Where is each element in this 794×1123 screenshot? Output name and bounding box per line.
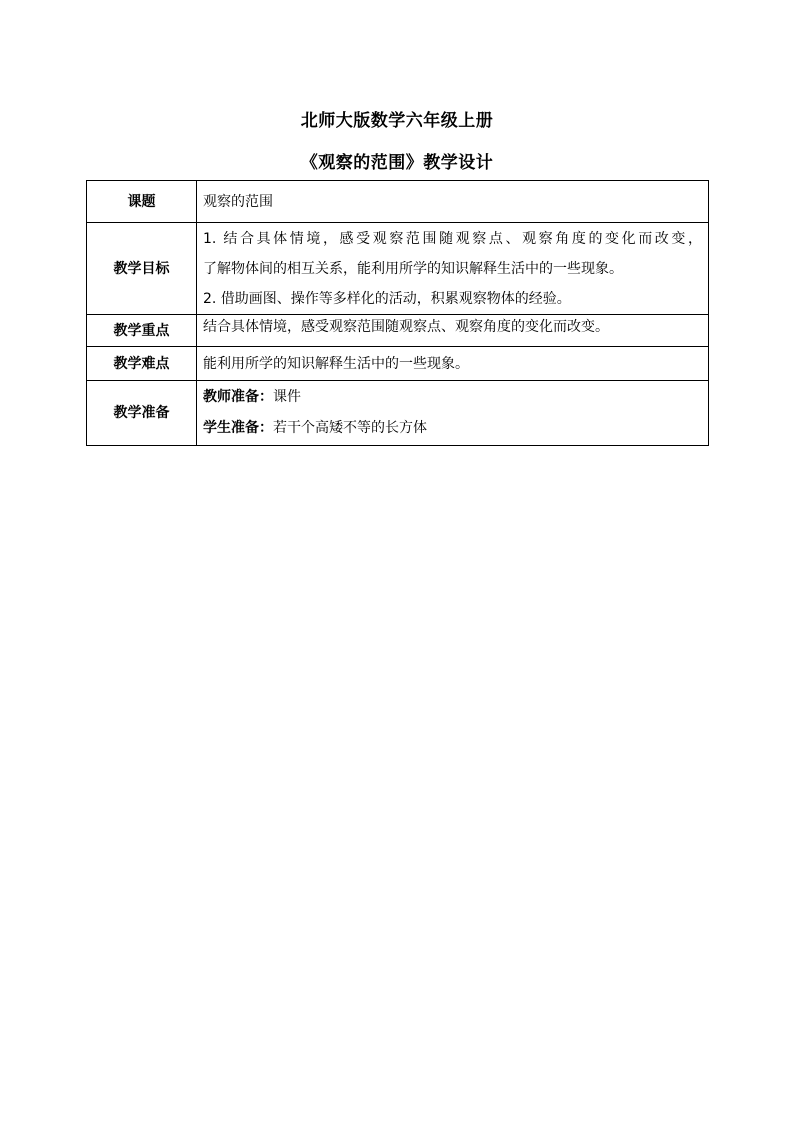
key-points-label: 教学重点 <box>87 315 197 347</box>
teacher-preparation-value: 课件 <box>273 389 301 405</box>
document-subtitle: 《观察的范围》教学设计 <box>300 153 494 173</box>
topic-value: 观察的范围 <box>197 181 709 223</box>
goal-line-3: 2. 借助画图、操作等多样化的活动，积累观察物体的经验。 <box>203 290 571 307</box>
table-row-preparation <box>87 381 709 446</box>
table-row-key-points <box>87 315 709 347</box>
difficulties-value: 能利用所学的知识解释生活中的一些现象。 <box>197 347 709 381</box>
table-row-topic <box>87 181 709 223</box>
document-title: 北师大版数学六年级上册 <box>300 111 494 131</box>
topic-label: 课题 <box>87 181 197 223</box>
student-preparation <box>203 413 702 444</box>
preparation-label: 教学准备 <box>87 381 197 446</box>
teacher-preparation <box>203 382 702 413</box>
preparation-cell <box>197 381 709 446</box>
key-points-cell <box>197 315 709 347</box>
goal-line-2: 了解物体间的相互关系，能利用所学的知识解释生活中的一些现象。 <box>203 260 623 277</box>
teacher-preparation-label: 教师准备： <box>203 389 273 405</box>
lesson-plan-table <box>86 180 709 446</box>
goals-label: 教学目标 <box>87 223 197 315</box>
table-row-difficulties <box>87 347 709 381</box>
difficulties-label: 教学难点 <box>87 347 197 381</box>
goal-line-1: 1. 结合具体情境，感受观察范围随观察点、观察角度的变化而改变， <box>203 230 702 247</box>
student-preparation-label: 学生准备： <box>203 420 273 436</box>
table-row-goals <box>87 223 709 315</box>
student-preparation-value: 若干个高矮不等的长方体 <box>273 420 427 436</box>
goals-cell <box>197 223 709 315</box>
key-points-value: 结合具体情境，感受观察范围随观察点、观察角度的变化而改变。 <box>203 318 609 335</box>
